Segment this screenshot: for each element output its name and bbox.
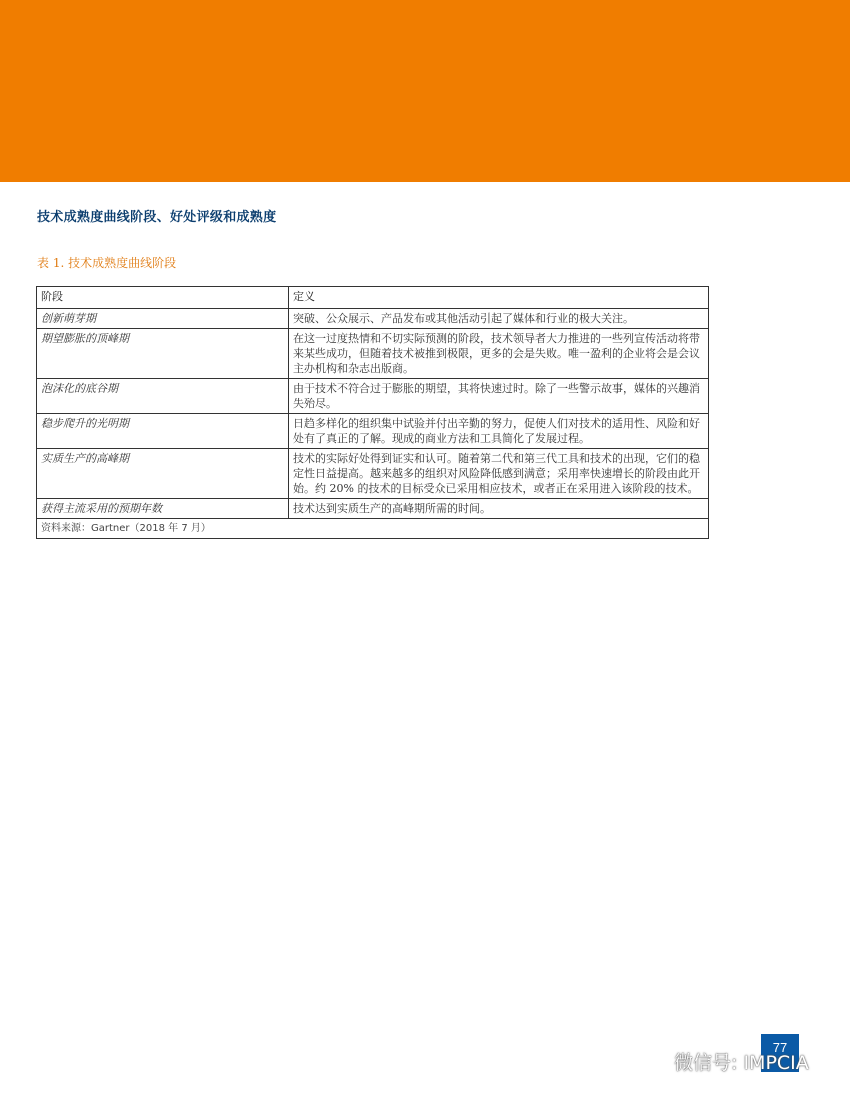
stage-cell: 创新萌芽期	[37, 309, 289, 329]
section-title: 技术成熟度曲线阶段、好处评级和成熟度	[37, 210, 277, 225]
definition-cell: 由于技术不符合过于膨胀的期望，其将快速过时。除了一些警示故事，媒体的兴趣消失殆尽。	[289, 379, 709, 414]
table-header-row	[37, 287, 709, 309]
definition-cell: 技术的实际好处得到证实和认可。随着第二代和第三代工具和技术的出现，它们的稳定性日益提高。越来越多的组织对风险降低感到满意；采用率快速增长的阶段由此开始。约 20% 的技术的目标受众已采用相应技术，或者正在采用进入该阶段的技术。	[289, 449, 709, 499]
page-number-badge: 77	[761, 1034, 799, 1072]
source-row	[37, 519, 709, 539]
wechat-icon	[640, 1050, 668, 1074]
definition-cell: 突破、公众展示、产品发布或其他活动引起了媒体和行业的极大关注。	[289, 309, 709, 329]
stage-cell: 期望膨胀的顶峰期	[37, 329, 289, 379]
stage-cell: 泡沫化的底谷期	[37, 379, 289, 414]
table-row	[37, 379, 709, 414]
stage-cell: 稳步爬升的光明期	[37, 414, 289, 449]
column-header-stage: 阶段	[37, 287, 289, 309]
stage-cell: 获得主流采用的预期年数	[37, 499, 289, 519]
table-caption: 表 1. 技术成熟度曲线阶段	[37, 256, 177, 270]
watermark-text: 微信号: IMPCIA	[674, 1052, 809, 1074]
hype-cycle-stages-table	[36, 286, 709, 539]
top-banner	[0, 0, 850, 182]
definition-cell: 技术达到实质生产的高峰期所需的时间。	[289, 499, 709, 519]
table-row	[37, 329, 709, 379]
stage-cell: 实质生产的高峰期	[37, 449, 289, 499]
wechat-watermark	[640, 1048, 809, 1075]
definition-cell: 在这一过度热情和不切实际预测的阶段，技术领导者大力推进的一些列宣传活动将带来某些成功，但随着技术被推到极限，更多的会是失败。唯一盈利的企业将会是会议主办机构和杂志出版商。	[289, 329, 709, 379]
column-header-definition: 定义	[289, 287, 709, 309]
definition-cell: 日趋多样化的组织集中试验并付出辛勤的努力，促使人们对技术的适用性、风险和好处有了真正的了解。现成的商业方法和工具简化了发展过程。	[289, 414, 709, 449]
table-row	[37, 499, 709, 519]
table-row	[37, 449, 709, 499]
table-row	[37, 414, 709, 449]
source-note: 资料来源：Gartner（2018 年 7 月）	[37, 519, 709, 539]
table-row	[37, 309, 709, 329]
